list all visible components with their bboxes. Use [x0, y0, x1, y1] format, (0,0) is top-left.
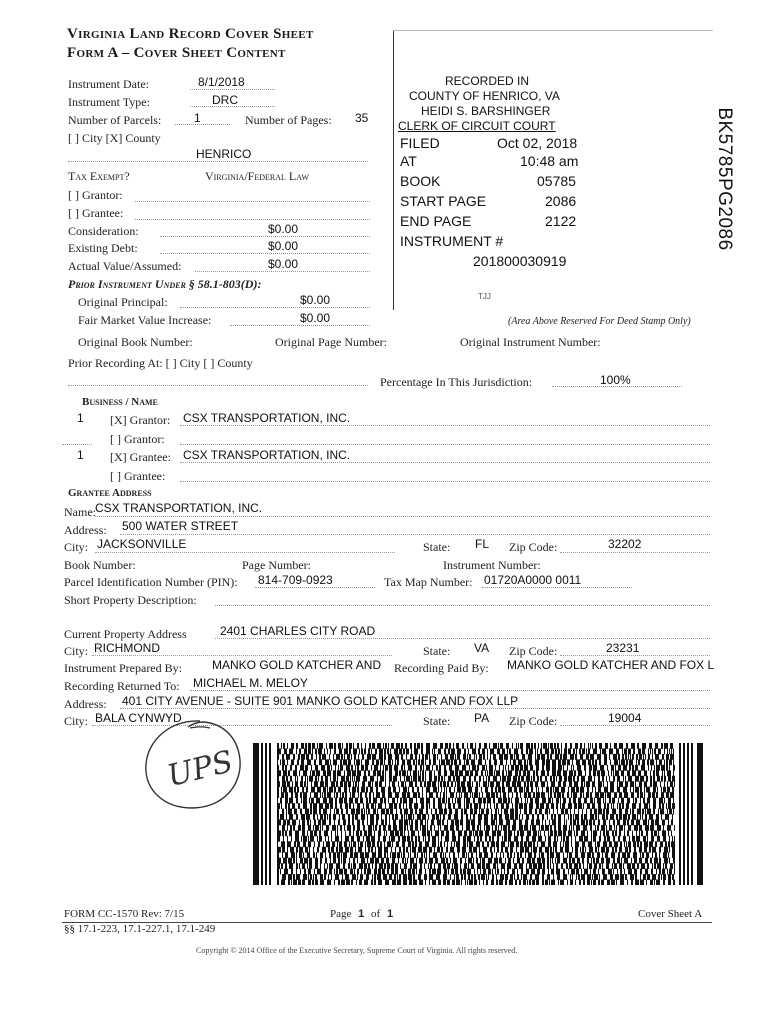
- copyright-notice: Copyright © 2014 Office of the Executive Secretary, Supreme Court of Virginia. All rights reserved.: [196, 946, 518, 955]
- stamp-clerk-title: CLERK OF CIRCUIT COURT: [398, 119, 556, 133]
- pin-value: 814-709-0923: [258, 573, 333, 587]
- pages-label: Number of Pages:: [245, 113, 332, 127]
- returned-to: MICHAEL M. MELOY: [193, 676, 308, 690]
- business-row-1-num: 1: [77, 411, 84, 425]
- business-row-1-name: CSX TRANSPORTATION, INC.: [183, 411, 351, 425]
- statute-references: §§ 17.1-223, 17.1-227.1, 17.1-249: [64, 923, 216, 935]
- grantee-address-label: Address:: [64, 523, 107, 537]
- stamp-box-top-border: [393, 30, 713, 31]
- stamp-start: 2086: [545, 193, 577, 209]
- business-name-heading: Business / Name: [82, 396, 158, 408]
- pdf417-barcode: [253, 743, 705, 890]
- cover-sheet-label: Cover Sheet A: [638, 908, 703, 920]
- percentage-value: 100%: [600, 373, 631, 387]
- actual-value: $0.00: [268, 257, 299, 271]
- page-number-label: Page Number:: [242, 558, 311, 572]
- original-principal-label: Original Principal:: [78, 295, 168, 309]
- prior-recording-at[interactable]: Prior Recording At: [ ] City [ ] County: [68, 356, 253, 370]
- original-page-label: Original Page Number:: [275, 335, 387, 349]
- svg-text:UPS: UPS: [163, 744, 237, 795]
- stamp-side-reference: BK5785PG2086: [714, 107, 735, 251]
- business-row-2-checkbox[interactable]: [ ] Grantor:: [110, 432, 165, 446]
- tax-map-number: 01720A0000 0011: [484, 573, 582, 587]
- page-prefix: Page: [330, 908, 352, 920]
- city-county-checkbox[interactable]: [ ] City [X] County: [68, 131, 161, 145]
- stamp-end-label: END PAGE: [400, 213, 472, 229]
- property-zip-label: Zip Code:: [509, 644, 558, 658]
- fmv-increase: $0.00: [300, 311, 331, 325]
- property-city-label: City:: [64, 644, 89, 658]
- original-instrument-label: Original Instrument Number:: [460, 335, 601, 349]
- grantee-city: JACKSONVILLE: [97, 537, 187, 551]
- stamp-filed-label: FILED: [400, 135, 440, 151]
- return-state-label: State:: [423, 714, 451, 728]
- stamp-instrument-number: 201800030919: [473, 253, 567, 269]
- instrument-date: 8/1/2018: [198, 75, 245, 89]
- grantee-city-label: City:: [64, 540, 89, 554]
- stamp-initials: TJJ: [478, 292, 491, 301]
- form-title: Virginia Land Record Cover Sheet: [67, 26, 314, 42]
- tax-exempt-value: Virginia/Federal Law: [205, 169, 309, 183]
- return-state: PA: [474, 711, 490, 725]
- instrument-date-label: Instrument Date:: [68, 77, 149, 91]
- prepared-by: MANKO GOLD KATCHER AND: [212, 658, 382, 672]
- page-number: 1: [358, 908, 365, 920]
- form-subtitle: Form A – Cover Sheet Content: [67, 45, 286, 61]
- parcels-count: 1: [194, 111, 201, 125]
- prepared-by-label: Instrument Prepared By:: [64, 661, 182, 675]
- property-address-label: Current Property Address: [64, 627, 187, 641]
- fmv-increase-label: Fair Market Value Increase:: [78, 313, 212, 327]
- instrument-number-label: Instrument Number:: [443, 558, 541, 572]
- tax-exempt-label: Tax Exempt?: [68, 169, 130, 183]
- stamp-recorded-in: RECORDED IN: [445, 74, 530, 88]
- property-city: RICHMOND: [94, 641, 160, 655]
- business-row-3-checkbox[interactable]: [X] Grantee:: [110, 450, 171, 464]
- original-principal: $0.00: [300, 293, 331, 307]
- pin-label: Parcel Identification Number (PIN):: [64, 575, 238, 589]
- grantee-name: CSX TRANSPORTATION, INC.: [95, 501, 263, 515]
- tax-grantor-checkbox[interactable]: [ ] Grantor:: [68, 188, 123, 202]
- grantee-address-heading: Grantee Address: [68, 487, 152, 499]
- return-zip: 19004: [608, 711, 642, 725]
- return-zip-label: Zip Code:: [509, 714, 558, 728]
- instrument-type-label: Instrument Type:: [68, 95, 150, 109]
- consideration-label: Consideration:: [68, 224, 139, 238]
- consideration-value: $0.00: [268, 222, 299, 236]
- handwritten-ups-mark: [140, 718, 250, 813]
- grantee-state-label: State:: [423, 540, 451, 554]
- short-description-label: Short Property Description:: [64, 593, 197, 607]
- page-total: 1: [386, 908, 394, 920]
- stamp-box-left-border: [393, 30, 394, 310]
- property-state-label: State:: [423, 644, 451, 658]
- business-row-3-num: 1: [77, 448, 84, 462]
- pages-count: 35: [355, 111, 369, 125]
- actual-value-label: Actual Value/Assumed:: [68, 259, 182, 273]
- existing-debt-label: Existing Debt:: [68, 241, 138, 255]
- stamp-reserved-note: (Area Above Reserved For Deed Stamp Only): [508, 316, 691, 327]
- return-city: BALA CYNWYD: [95, 711, 182, 725]
- return-address: 401 CITY AVENUE - SUITE 901 MANKO GOLD KATCHER AND FOX LLP: [122, 694, 519, 708]
- return-address-label: Address:: [64, 697, 107, 711]
- recording-paid-by: MANKO GOLD KATCHER AND FOX L: [507, 658, 715, 672]
- stamp-instrument-label: INSTRUMENT #: [400, 233, 504, 249]
- property-state: VA: [474, 641, 490, 655]
- locality: HENRICO: [196, 147, 252, 161]
- return-city-label: City:: [64, 714, 89, 728]
- stamp-clerk-name: HEIDI S. BARSHINGER: [421, 104, 551, 118]
- stamp-end: 2122: [545, 213, 577, 229]
- business-row-3-name: CSX TRANSPORTATION, INC.: [183, 448, 351, 462]
- business-row-1-checkbox[interactable]: [X] Grantor:: [110, 413, 171, 427]
- grantee-name-label: Name:: [64, 505, 96, 519]
- business-row-4-checkbox[interactable]: [ ] Grantee:: [110, 469, 166, 483]
- grantee-zip: 32202: [608, 537, 642, 551]
- stamp-county: COUNTY OF HENRICO, VA: [409, 89, 560, 103]
- recording-paid-by-label: Recording Paid By:: [394, 661, 489, 675]
- stamp-book: 05785: [537, 173, 576, 189]
- returned-to-label: Recording Returned To:: [64, 679, 180, 693]
- grantee-street: 500 WATER STREET: [122, 519, 239, 533]
- tax-grantee-checkbox[interactable]: [ ] Grantee:: [68, 206, 124, 220]
- form-number: FORM CC-1570 Rev: 7/15: [64, 908, 185, 920]
- property-address: 2401 CHARLES CITY ROAD: [220, 624, 376, 638]
- stamp-start-label: START PAGE: [400, 193, 487, 209]
- existing-debt-value: $0.00: [268, 239, 299, 253]
- stamp-at-label: AT: [400, 153, 417, 169]
- property-zip: 23231: [606, 641, 640, 655]
- page-indicator: [330, 908, 393, 920]
- page-of: of: [371, 908, 381, 920]
- original-book-label: Original Book Number:: [78, 335, 193, 349]
- instrument-type: DRC: [212, 93, 238, 107]
- tax-map-label: Tax Map Number:: [384, 575, 473, 589]
- parcels-label: Number of Parcels:: [68, 113, 162, 127]
- book-number-label: Book Number:: [64, 558, 136, 572]
- stamp-time: 10:48 am: [520, 153, 579, 169]
- grantee-state: FL: [475, 537, 490, 551]
- prior-instrument-heading: Prior Instrument Under § 58.1-803(D):: [68, 277, 262, 291]
- grantee-zip-label: Zip Code:: [509, 540, 558, 554]
- percentage-label: Percentage In This Jurisdiction:: [380, 375, 533, 389]
- stamp-filed-date: Oct 02, 2018: [497, 135, 578, 151]
- stamp-book-label: BOOK: [400, 173, 441, 189]
